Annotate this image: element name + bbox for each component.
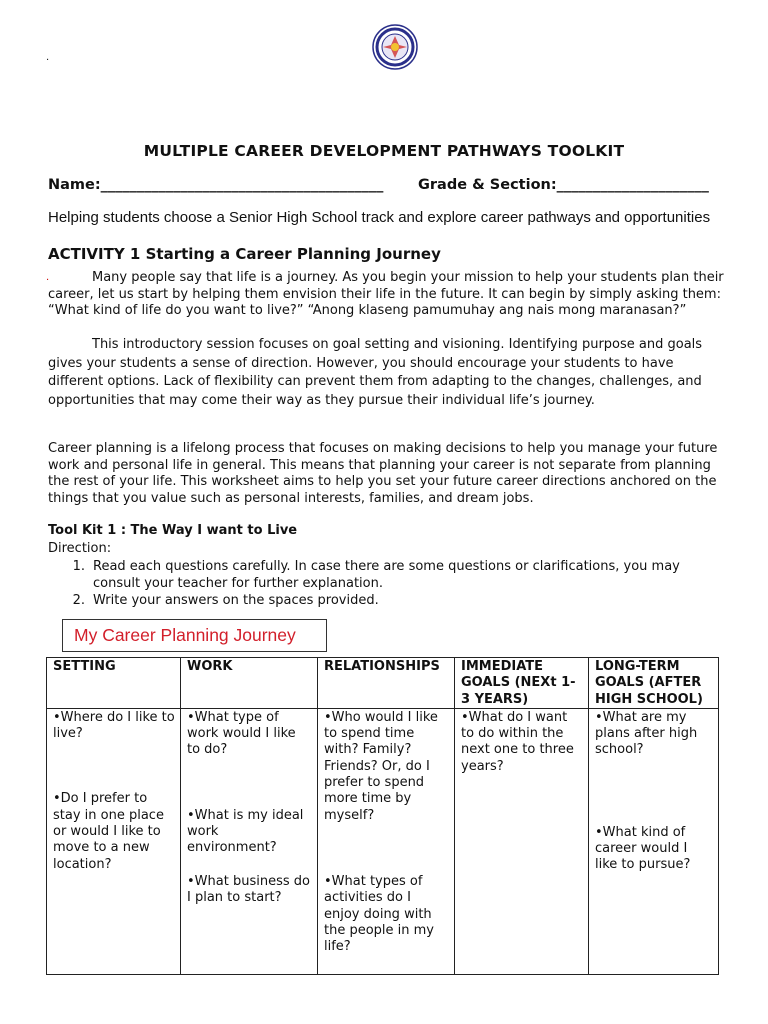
intro-text: Helping students choose a Senior High School track and explore career pathways and opportunities — [48, 209, 711, 226]
question: •Do I prefer to stay in one place or would I like to move to a new location? — [53, 791, 164, 872]
career-planning-table — [46, 657, 719, 975]
question: •What types of activities do I enjoy doing with the people in my life? — [324, 873, 435, 955]
page-title: MULTIPLE CAREER DEVELOPMENT PATHWAYS TOOLKIT — [143, 142, 625, 160]
immediate-goals-cell[interactable] — [455, 708, 589, 974]
header-relationships: RELATIONSHIPS — [318, 658, 455, 709]
journey-label-box — [62, 619, 327, 652]
list-number: 2. — [72, 593, 85, 608]
question: •What kind of career would I like to pursue? — [595, 824, 691, 873]
long-term-goals-cell[interactable] — [589, 708, 719, 974]
direction-list — [48, 558, 728, 609]
relationships-cell[interactable] — [318, 708, 455, 974]
list-text: Write your answers on the spaces provided. — [93, 593, 379, 608]
red-mark: . — [46, 272, 50, 283]
activity-title: ACTIVITY 1 Starting a Career Planning Journey — [48, 245, 441, 263]
paragraph-3: Career planning is a lifelong process that focuses on making decisions to help you manage your future work and personal life in general. This means that planning your career is not separate from planning the rest of your life. This worksheet aims to help you set your future career directions anchored on the things that you value such as personal interests, families, and dream jobs. — [48, 441, 718, 506]
header-long-term-goals: LONG-TERM GOALS (AFTER HIGH SCHOOL) — [589, 658, 719, 709]
direction-label: Direction: — [48, 541, 112, 556]
question: •Where do I like to live? — [53, 709, 175, 742]
question: •What are my plans after high school? — [595, 709, 698, 758]
paragraph-2-text: This introductory session focuses on goal setting and visioning. Identifying purpose and goals gives your students a sense of direction. However, you should encourage your students to have different options. Lack of flexibility can prevent them from adapting to the changes, challenges, and opportunities that may come their way as they pursue their individual life’s journey. — [48, 337, 703, 408]
header-work: WORK — [181, 658, 318, 709]
list-item — [48, 558, 728, 592]
question: •What do I want to do within the next one to three years? — [461, 709, 574, 774]
setting-cell[interactable] — [47, 708, 181, 974]
paragraph-1 — [48, 270, 728, 320]
toolkit-title: Tool Kit 1 : The Way I want to Live — [48, 523, 298, 538]
list-text: Read each questions carefully. In case there are some questions or clarifications, you may consult your teacher for further explanation. — [93, 559, 680, 591]
table-header-row — [47, 658, 719, 709]
question: •What is my ideal work environment? — [187, 807, 304, 856]
header-setting: SETTING — [47, 658, 181, 709]
name-field[interactable]: Name:_______________________________________ — [48, 177, 384, 193]
paragraph-2 — [48, 336, 728, 410]
table-row — [47, 708, 719, 974]
list-number: 1. — [72, 559, 85, 574]
deped-seal — [372, 24, 418, 70]
paragraph-1-text: Many people say that life is a journey. As you begin your mission to help your students plan their career, let us start by helping them envision their life in the future. It can begin by simply asking them: “What kind of life do you want to live?” “Anong klaseng pamumuhay ang nais mong maranasan?” — [48, 270, 724, 318]
header-immediate-goals: IMMEDIATE GOALS (NEXt 1-3 YEARS) — [455, 658, 589, 709]
stray-mark: . — [46, 52, 50, 63]
question: •What business do I plan to start? — [187, 873, 310, 905]
grade-section-field[interactable]: Grade & Section:_____________________ — [418, 177, 709, 193]
question: •What type of work would I like to do? — [187, 709, 296, 758]
question: •Who would I like to spend time with? Family? Friends? Or, do I prefer to spend more time by myself? — [324, 709, 438, 823]
work-cell[interactable] — [181, 708, 318, 974]
list-item — [48, 592, 728, 609]
journey-label: My Career Planning Journey — [74, 625, 296, 645]
